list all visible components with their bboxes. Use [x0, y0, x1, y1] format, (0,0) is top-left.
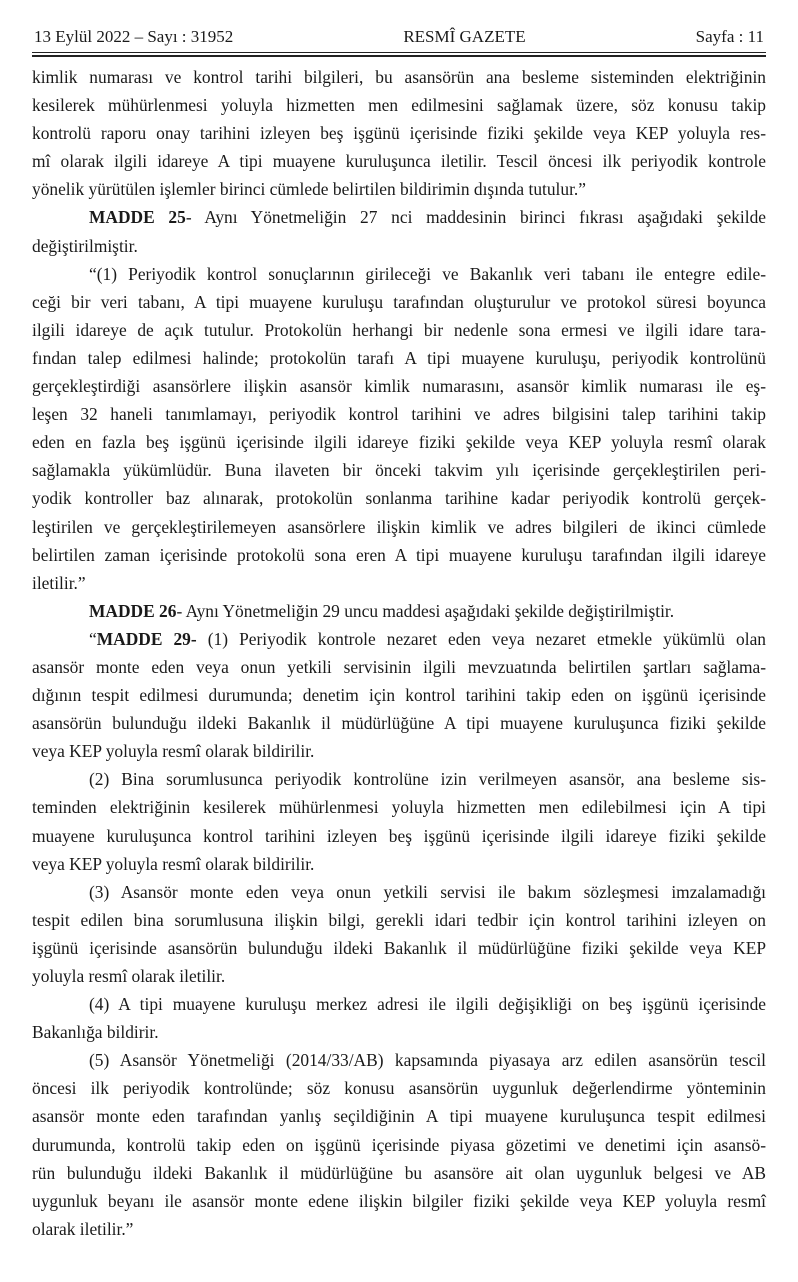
line-text: (1) Periyodik kontrole nezaret eden veya nezaret etmekle yükümlü olan [196, 628, 766, 649]
line-text: - Aynı Yönetmeliğin 29 uncu maddesi aşağıdaki şekilde değiştirilmiştir. [176, 600, 675, 621]
article-heading: MADDE 26 [89, 600, 177, 621]
page-header [32, 26, 766, 48]
document-body [32, 63, 766, 1243]
article-heading: MADDE 25 [89, 207, 186, 228]
opening-quote: “ [89, 628, 97, 649]
text-line: eden en fazla beş işgünü içerisinde ilgili idareye fiziki şekilde veya KEP yoluyla resmî olarak [32, 432, 766, 453]
text-line: leşen 32 haneli tanımlamayı, periyodik kontrol tarihini ve adres bilgisini talep tarihini takip [32, 404, 766, 425]
text-line: ilgili idareye de açık tutulur. Protokolün herhangi bir nedenle sona ermesi ve ilgili idare tara- [32, 319, 766, 340]
text-line: durumunda, kontrolü takip eden on işgünü içerisinde piyasa gözetimi ve denetimi için asansö- [32, 1134, 766, 1155]
text-line: işgünü içerisinde asansörün bulunduğu ildeki Bakanlık il müdürlüğüne fiziki şekilde veya KEP [32, 937, 766, 958]
text-line: uygunluk beyanı ile asansör monte edene ilişkin bilgiler fiziki şekilde veya KEP yoluyla resmî [32, 1190, 766, 1211]
paragraph [32, 260, 766, 597]
text-line: leştirilen ve gerçekleştirilemeyen asansörlere ilişkin kimlik ve adres bilgileri de ikinci cümlede [32, 516, 766, 537]
text-line: olarak iletilir.” [32, 1218, 134, 1239]
paragraph [32, 203, 766, 259]
text-line: kimlik numarası ve kontrol tarihi bilgileri, bu asansörün ana besleme sisteminden elektriğinin [32, 67, 766, 87]
header-rule [32, 52, 766, 57]
text-line: iletilir.” [32, 572, 86, 593]
text-line: muayene kuruluşunca kontrol tarihini izleyen beş işgünü içerisinde ilgili idareye fiziki şekilde [32, 825, 766, 846]
text-line: (5) Asansör Yönetmeliği (2014/33/AB) kapsamında piyasaya arz edilen asansörün tescil [89, 1050, 766, 1071]
text-line: (3) Asansör monte eden veya onun yetkili servisi ile bakım sözleşmesi imzalamadığı [89, 881, 766, 902]
text-line: kontrolü raporu onay tarihini izleyen beş işgünü içerisinde fiziki şekilde veya KEP yoluyla res- [32, 123, 766, 144]
text-line: mî olarak ilgili idareye A tipi muayene kuruluşunca iletilir. Tescil öncesi ilk periyodik kontrole [32, 151, 766, 172]
publication-title: RESMÎ GAZETE [403, 27, 526, 46]
text-line: teminden elektriğinin kesilerek mühürlenmesi yoluyla hizmetten men edilebilmesi için A tipi [32, 797, 766, 818]
article-heading: MADDE 29- [96, 628, 197, 649]
text-line: Bakanlığa bildirir. [32, 1022, 159, 1043]
line-text: - Aynı Yönetmeliğin 27 nci maddesinin birinci fıkrası aşağıdaki şekilde [185, 207, 767, 228]
text-line [32, 597, 766, 625]
text-line: tespit edilen bina sorumlusuna ilişkin bilgi, gerekli idari tedbir için kontrol tarihini izleyen on [32, 909, 766, 930]
text-line: belirtilen zaman içerisinde protokolü sona eren A tipi muayene kuruluşu tarafından ilgili idareye [32, 544, 766, 565]
text-line: asansör monte eden veya onun yetkili servisinin ilgili mevzuatında belirtilen şartları sağlama- [32, 656, 766, 677]
text-line [32, 625, 766, 653]
paragraph [32, 878, 766, 990]
text-line: yönelik yürütülen işlemler birinci cümlede belirtilen bildirimin dışında tutulur.” [32, 179, 586, 200]
text-line: rün bulunduğu ildeki Bakanlık il müdürlüğüne bu asansöre ait olan uygunluk belgesi ve AB [32, 1162, 766, 1183]
text-line: asansör monte eden tarafından yanlış seçildiğinin A tipi muayene kuruluşunca tespit edilmesi [32, 1106, 766, 1127]
text-line: “(1) Periyodik kontrol sonuçlarının girileceği ve Bakanlık veri tabanı ile entegre edile- [89, 263, 766, 284]
paragraph [32, 63, 766, 203]
paragraph [32, 625, 766, 765]
text-line: fından talep edilmesi halinde; protokolün tarafı A tipi muayene kuruluşu, periyodik kontrolünü [32, 347, 766, 368]
paragraph [32, 1046, 766, 1243]
paragraph [32, 597, 766, 625]
text-line: sağlamakla yükümlüdür. Buna ilaveten bir önceki takvim yılı içerisinde gerçekleştirilen peri- [32, 460, 766, 481]
text-line [32, 203, 766, 231]
paragraph [32, 765, 766, 877]
text-line: (2) Bina sorumlusunca periyodik kontrolüne izin verilmeyen asansör, ana besleme sis- [89, 769, 766, 790]
text-line: öncesi ilk periyodik kontrolünde; söz konusu asansörün uygunluk değerlendirme yönteminin [32, 1078, 766, 1099]
text-line: ceği bir veri tabanı, A tipi muayene kuruluşu tarafından oluşturulur ve protokol süresi boyunca [32, 291, 766, 312]
text-line: veya KEP yoluyla resmî olarak bildirilir. [32, 853, 315, 874]
text-line: dığının tespit edilmesi durumunda; denetim için kontrol tarihini takip eden on işgünü içerisinde [32, 685, 766, 706]
page-number: Sayfa : 11 [695, 27, 764, 46]
text-line: (4) A tipi muayene kuruluşu merkez adresi ile ilgili değişikliği on beş işgünü içerisinde [89, 994, 766, 1015]
issue-date-number: 13 Eylül 2022 – Sayı : 31952 [34, 27, 234, 46]
text-line: asansörün bulunduğu ildeki Bakanlık il müdürlüğüne A tipi muayene kuruluşunca fiziki şekilde [32, 713, 766, 734]
text-line: yodik kontroller baz alınarak, protokolün sonlanma tarihine kadar periyodik kontrolü gerçek- [32, 488, 766, 509]
text-line: değiştirilmiştir. [32, 235, 138, 256]
paragraph [32, 990, 766, 1046]
text-line: gerçekleştirdiği asansörlere ilişkin asansör kimlik numarasını, asansör kimlik numarası ile eş- [32, 376, 766, 397]
text-line: yoluyla resmî olarak iletilir. [32, 966, 226, 986]
text-line: veya KEP yoluyla resmî olarak bildirilir. [32, 741, 315, 762]
text-line: kesilerek mühürlenmesi yoluyla hizmetten men edilmesini sağlamak üzere, söz konusu takip [32, 95, 766, 116]
